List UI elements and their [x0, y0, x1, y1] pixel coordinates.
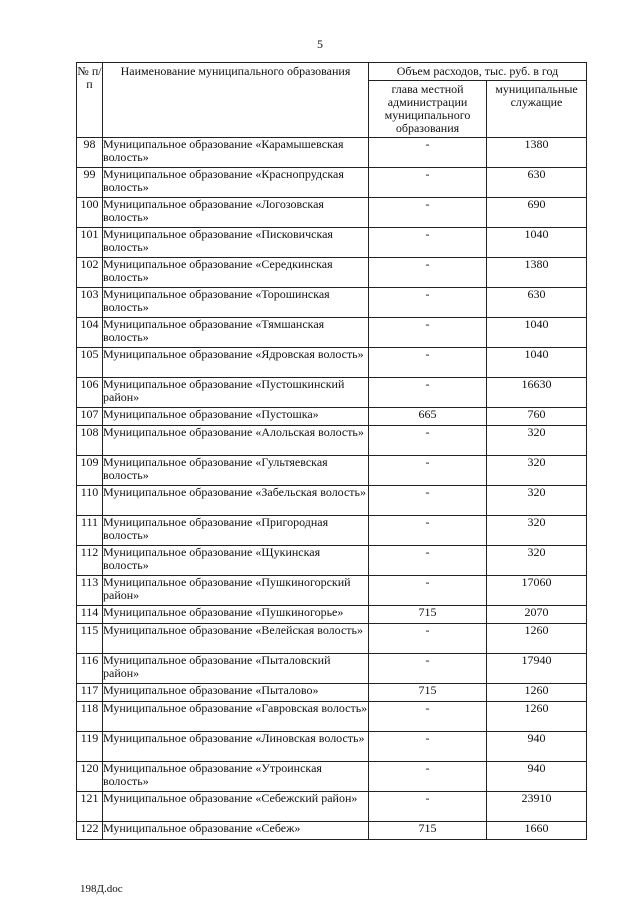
table-row: [77, 546, 587, 576]
row-staff-cost: 1260: [487, 702, 587, 732]
row-staff-cost: 320: [487, 426, 587, 456]
row-head-admin-cost: -: [369, 654, 487, 684]
row-staff-cost: 2070: [487, 606, 587, 624]
row-name: Муниципальное образование «Середкинская волость»: [103, 258, 369, 288]
table-row: [77, 138, 587, 168]
table-row: [77, 456, 587, 486]
row-head-admin-cost: 715: [369, 822, 487, 840]
footer-filename: 198Д.doc: [80, 883, 123, 895]
row-name: Муниципальное образование «Карамышевская волость»: [103, 138, 369, 168]
row-head-admin-cost: -: [369, 378, 487, 408]
row-head-admin-cost: -: [369, 702, 487, 732]
row-head-admin-cost: -: [369, 762, 487, 792]
header-head-admin: глава местной администрации муниципального образования: [369, 81, 487, 138]
table-row: [77, 654, 587, 684]
row-number: 120: [77, 762, 103, 792]
row-head-admin-cost: -: [369, 426, 487, 456]
row-number: 107: [77, 408, 103, 426]
row-head-admin-cost: -: [369, 318, 487, 348]
row-head-admin-cost: -: [369, 732, 487, 762]
row-number: 114: [77, 606, 103, 624]
table-row: [77, 702, 587, 732]
row-number: 113: [77, 576, 103, 606]
row-name: Муниципальное образование «Щукинская волость»: [103, 546, 369, 576]
row-name: Муниципальное образование «Ядровская волость»: [103, 348, 369, 378]
row-staff-cost: 1040: [487, 348, 587, 378]
row-staff-cost: 320: [487, 456, 587, 486]
row-number: 102: [77, 258, 103, 288]
row-name: Муниципальное образование «Тямшанская волость»: [103, 318, 369, 348]
row-head-admin-cost: -: [369, 516, 487, 546]
table-row: [77, 318, 587, 348]
row-staff-cost: 320: [487, 516, 587, 546]
row-staff-cost: 630: [487, 168, 587, 198]
row-number: 100: [77, 198, 103, 228]
row-staff-cost: 16630: [487, 378, 587, 408]
row-staff-cost: 320: [487, 546, 587, 576]
row-staff-cost: 940: [487, 732, 587, 762]
row-staff-cost: 320: [487, 486, 587, 516]
table-row: [77, 426, 587, 456]
table-row: [77, 606, 587, 624]
row-staff-cost: 1260: [487, 624, 587, 654]
row-head-admin-cost: 715: [369, 684, 487, 702]
table-row: [77, 198, 587, 228]
row-name: Муниципальное образование «Писковичская волость»: [103, 228, 369, 258]
row-name: Муниципальное образование «Алольская волость»: [103, 426, 369, 456]
row-staff-cost: 1260: [487, 684, 587, 702]
table-row: [77, 378, 587, 408]
row-number: 112: [77, 546, 103, 576]
row-name: Муниципальное образование «Утроинская волость»: [103, 762, 369, 792]
table-row: [77, 576, 587, 606]
row-staff-cost: 940: [487, 762, 587, 792]
row-head-admin-cost: 715: [369, 606, 487, 624]
row-name: Муниципальное образование «Гавровская волость»: [103, 702, 369, 732]
table-row: [77, 408, 587, 426]
table-row: [77, 822, 587, 840]
row-name: Муниципальное образование «Пушкиногорье»: [103, 606, 369, 624]
row-staff-cost: 17940: [487, 654, 587, 684]
table-row: [77, 624, 587, 654]
row-staff-cost: 23910: [487, 792, 587, 822]
table-row: [77, 348, 587, 378]
row-staff-cost: 760: [487, 408, 587, 426]
row-head-admin-cost: -: [369, 348, 487, 378]
header-municipal-staff: муниципальные служащие: [487, 81, 587, 138]
row-name: Муниципальное образование «Краснопрудская волость»: [103, 168, 369, 198]
row-name: Муниципальное образование «Пыталовский район»: [103, 654, 369, 684]
row-name: Муниципальное образование «Пушкиногорский район»: [103, 576, 369, 606]
row-number: 103: [77, 288, 103, 318]
row-number: 110: [77, 486, 103, 516]
row-number: 121: [77, 792, 103, 822]
table-body: [77, 138, 587, 840]
row-name: Муниципальное образование «Пустошкинский район»: [103, 378, 369, 408]
row-staff-cost: 1380: [487, 258, 587, 288]
row-staff-cost: 17060: [487, 576, 587, 606]
row-head-admin-cost: -: [369, 138, 487, 168]
row-staff-cost: 1040: [487, 318, 587, 348]
row-number: 117: [77, 684, 103, 702]
row-name: Муниципальное образование «Забельская волость»: [103, 486, 369, 516]
table-row: [77, 516, 587, 546]
row-name: Муниципальное образование «Пыталово»: [103, 684, 369, 702]
row-number: 109: [77, 456, 103, 486]
row-name: Муниципальное образование «Пустошка»: [103, 408, 369, 426]
row-number: 119: [77, 732, 103, 762]
row-staff-cost: 1660: [487, 822, 587, 840]
row-number: 115: [77, 624, 103, 654]
row-head-admin-cost: -: [369, 258, 487, 288]
header-name: Наименование муниципального образования: [103, 63, 369, 138]
table-row: [77, 288, 587, 318]
row-head-admin-cost: -: [369, 168, 487, 198]
row-number: 105: [77, 348, 103, 378]
row-number: 111: [77, 516, 103, 546]
table-row: [77, 684, 587, 702]
row-head-admin-cost: 665: [369, 408, 487, 426]
row-head-admin-cost: -: [369, 456, 487, 486]
row-name: Муниципальное образование «Себежский район»: [103, 792, 369, 822]
row-name: Муниципальное образование «Пригородная волость»: [103, 516, 369, 546]
row-number: 116: [77, 654, 103, 684]
row-head-admin-cost: -: [369, 624, 487, 654]
row-head-admin-cost: -: [369, 228, 487, 258]
row-name: Муниципальное образование «Себеж»: [103, 822, 369, 840]
row-head-admin-cost: -: [369, 288, 487, 318]
row-name: Муниципальное образование «Гультяевская волость»: [103, 456, 369, 486]
row-number: 122: [77, 822, 103, 840]
row-number: 98: [77, 138, 103, 168]
row-number: 108: [77, 426, 103, 456]
row-head-admin-cost: -: [369, 576, 487, 606]
row-number: 104: [77, 318, 103, 348]
row-head-admin-cost: -: [369, 198, 487, 228]
row-staff-cost: 1380: [487, 138, 587, 168]
table-row: [77, 168, 587, 198]
row-number: 101: [77, 228, 103, 258]
page-number: 5: [317, 37, 323, 51]
header-num: № п/п: [77, 63, 103, 138]
table-row: [77, 732, 587, 762]
table-row: [77, 486, 587, 516]
row-head-admin-cost: -: [369, 546, 487, 576]
expenses-table: [76, 62, 587, 840]
row-number: 106: [77, 378, 103, 408]
row-name: Муниципальное образование «Велейская волость»: [103, 624, 369, 654]
table-row: [77, 228, 587, 258]
table-row: [77, 762, 587, 792]
row-head-admin-cost: -: [369, 792, 487, 822]
table-row: [77, 258, 587, 288]
row-head-admin-cost: -: [369, 486, 487, 516]
row-staff-cost: 690: [487, 198, 587, 228]
row-name: Муниципальное образование «Торошинская волость»: [103, 288, 369, 318]
row-name: Муниципальное образование «Логозовская волость»: [103, 198, 369, 228]
table-row: [77, 792, 587, 822]
row-number: 99: [77, 168, 103, 198]
row-name: Муниципальное образование «Линовская волость»: [103, 732, 369, 762]
row-staff-cost: 630: [487, 288, 587, 318]
header-costs: Объем расходов, тыс. руб. в год: [369, 63, 587, 81]
row-number: 118: [77, 702, 103, 732]
row-staff-cost: 1040: [487, 228, 587, 258]
